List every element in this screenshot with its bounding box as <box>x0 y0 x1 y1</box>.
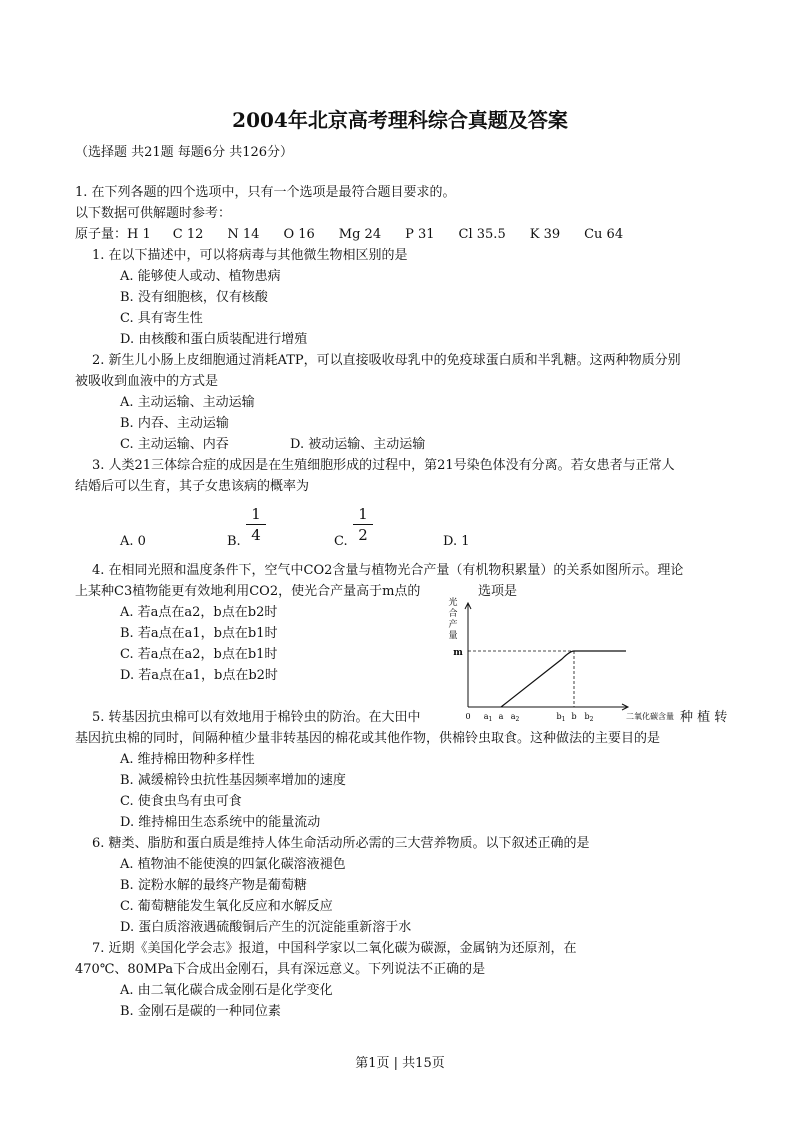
fraction-denominator: 2 <box>358 526 368 544</box>
q1-option-c: C. 具有寄生性 <box>120 311 203 326</box>
q2-stem-line1: 2. 新生儿小肠上皮细胞通过消耗ATP，可以直接吸收母乳中的免疫球蛋白质和半乳糖。这两种物质分别 <box>92 353 681 368</box>
x-tick-label: $b_2$ <box>584 712 594 723</box>
y-axis-label-char: 光 <box>448 598 458 608</box>
q2-option-c: C. 主动运输、内吞 <box>120 437 229 452</box>
q7-stem-line1: 7. 近期《美国化学会志》报道，中国科学家以二氧化碳为碳源，金属钠为还原剂，在 <box>92 941 577 956</box>
fraction-numerator: 1 <box>358 505 368 523</box>
q5-stem-line1a: 5. 转基因抗虫棉可以有效地用于棉铃虫的防治。在大田中 <box>92 710 421 725</box>
y-axis-label-char: 合 <box>448 609 458 619</box>
q2-option-b: B. 内吞、主动运输 <box>120 416 229 431</box>
q3-stem-line1: 3. 人类21三体综合症的成因是在生殖细胞形成的过程中，第21号染色体没有分离。若女患者与正常人 <box>92 458 675 473</box>
fraction-bar <box>246 524 266 525</box>
q2-option-d: D. 被动运输、主动运输 <box>290 437 426 452</box>
atomic-mass-item: Mg 24 <box>338 227 382 242</box>
q1-option-d: D. 由核酸和蛋白质装配进行增殖 <box>120 332 308 347</box>
x-axis-label: 二氧化碳含量 <box>626 712 674 721</box>
q1-stem: 1. 在以下描述中，可以将病毒与其他微生物相区别的是 <box>92 248 408 263</box>
x-tick-label: $a_1$ <box>483 712 493 723</box>
fraction-bar <box>353 524 373 525</box>
page-footer: 第1页 | 共15页 <box>355 1056 445 1071</box>
q4-stem-line2a: 上某种C3植物能更有效地利用CO2，使光合产量高于m点的 <box>75 584 421 599</box>
atomic-mass-item: N 14 <box>227 227 260 242</box>
q5-stem-line2: 基因抗虫棉的同时，间隔种植少量非转基因的棉花或其他作物，供棉铃虫取食。这种做法的主要目的是 <box>75 731 661 746</box>
q6-option-a: A. 植物油不能使溴的四氯化碳溶液褪色 <box>120 857 346 872</box>
x-tick-label: $a_2$ <box>510 712 520 723</box>
atomic-mass-item: O 16 <box>283 227 315 242</box>
atomic-mass-item: K 39 <box>529 227 561 242</box>
header-note: （选择题 共21题 每题6分 共126分） <box>75 145 294 160</box>
q4-stem-line1: 4. 在相同光照和温度条件下，空气中CO2含量与植物光合产量（有机物积累量）的关系如图所示。理论 <box>92 563 684 578</box>
q4-option-a: A. 若a点在a2，b点在b2时 <box>120 605 278 620</box>
q4-option-b: B. 若a点在a1，b点在b1时 <box>120 626 278 641</box>
q4-option-c: C. 若a点在a2，b点在b1时 <box>120 647 278 662</box>
q2-option-a: A. 主动运输、主动运输 <box>120 395 255 410</box>
q2-stem-line2: 被吸收到血液中的方式是 <box>75 374 219 389</box>
q1-option-a: A. 能够使人或动、植物患病 <box>120 269 281 284</box>
q6-option-b: B. 淀粉水解的最终产物是葡萄糖 <box>120 878 307 893</box>
atomic-mass-row <box>75 227 623 243</box>
x-tick-label: $b_1$ <box>556 712 566 723</box>
q3-option-a: A. 0 <box>120 534 146 549</box>
q5-option-b: B. 减缓棉铃虫抗性基因频率增加的速度 <box>120 773 346 788</box>
y-axis-label-char: 量 <box>448 631 458 641</box>
q4-stem-line2b: 选项是 <box>478 584 518 599</box>
q7-stem-line2: 470℃、80MPa下合成出金刚石，具有深远意义。下列说法不正确的是 <box>75 962 486 977</box>
q6-option-c: C. 葡萄糖能发生氧化反应和水解反应 <box>120 899 333 914</box>
x-tick-label: a <box>498 712 504 721</box>
q5-option-a: A. 维持棉田物种多样性 <box>120 752 255 767</box>
q7-option-a: A. 由二氧化碳合成金刚石是化学变化 <box>120 983 333 998</box>
q7-option-b: B. 金刚石是碳的一种同位素 <box>120 1004 281 1019</box>
q3-stem-line2: 结婚后可以生育，其子女患该病的概率为 <box>75 479 310 494</box>
x-tick-label: 0 <box>465 712 471 721</box>
atomic-mass-item: H 1 <box>127 227 151 242</box>
q3-option-c-label: C. <box>334 534 348 549</box>
atomic-mass-label: 原子量： <box>75 227 128 242</box>
y-tick-label-m: m <box>453 648 463 658</box>
q3-option-c-fraction <box>353 505 373 544</box>
atomic-mass-item: Cl 35.5 <box>458 227 506 242</box>
q5-option-c: C. 使食虫鸟有虫可食 <box>120 794 242 809</box>
atomic-mass-item: Cu 64 <box>584 227 624 242</box>
instructions-line2: 以下数据可供解题时参考： <box>75 206 232 221</box>
atomic-mass-item: P 31 <box>405 227 435 242</box>
q3-option-b-label: B. <box>227 534 241 549</box>
q5-stem-line1b: 种 植 转 <box>680 710 728 725</box>
series-line-photosynthesis <box>501 651 626 707</box>
q6-option-d: D. 蛋白质溶液遇硫酸铜后产生的沉淀能重新溶于水 <box>120 920 412 935</box>
q1-option-b: B. 没有细胞核，仅有核酸 <box>120 290 268 305</box>
fraction-numerator: 1 <box>251 505 261 523</box>
atomic-mass-item: C 12 <box>172 227 204 242</box>
q6-stem: 6. 糖类、脂肪和蛋白质是维持人体生命活动所必需的三大营养物质。以下叙述正确的是 <box>92 836 590 851</box>
fraction-denominator: 4 <box>251 526 261 544</box>
q5-option-d: D. 维持棉田生态系统中的能量流动 <box>120 815 321 830</box>
y-axis-label-char: 产 <box>448 620 458 630</box>
instructions-line1: 1. 在下列各题的四个选项中，只有一个选项是最符合题目要求的。 <box>75 185 456 200</box>
q3-option-b-fraction <box>246 505 266 544</box>
x-tick-label: b <box>571 712 577 721</box>
co2-photosynthesis-chart <box>448 595 678 730</box>
page-title: 2004年北京高考理科综合真题及答案 <box>232 108 568 132</box>
q3-option-d: D. 1 <box>443 534 470 549</box>
q4-option-d: D. 若a点在a1，b点在b2时 <box>120 668 278 683</box>
